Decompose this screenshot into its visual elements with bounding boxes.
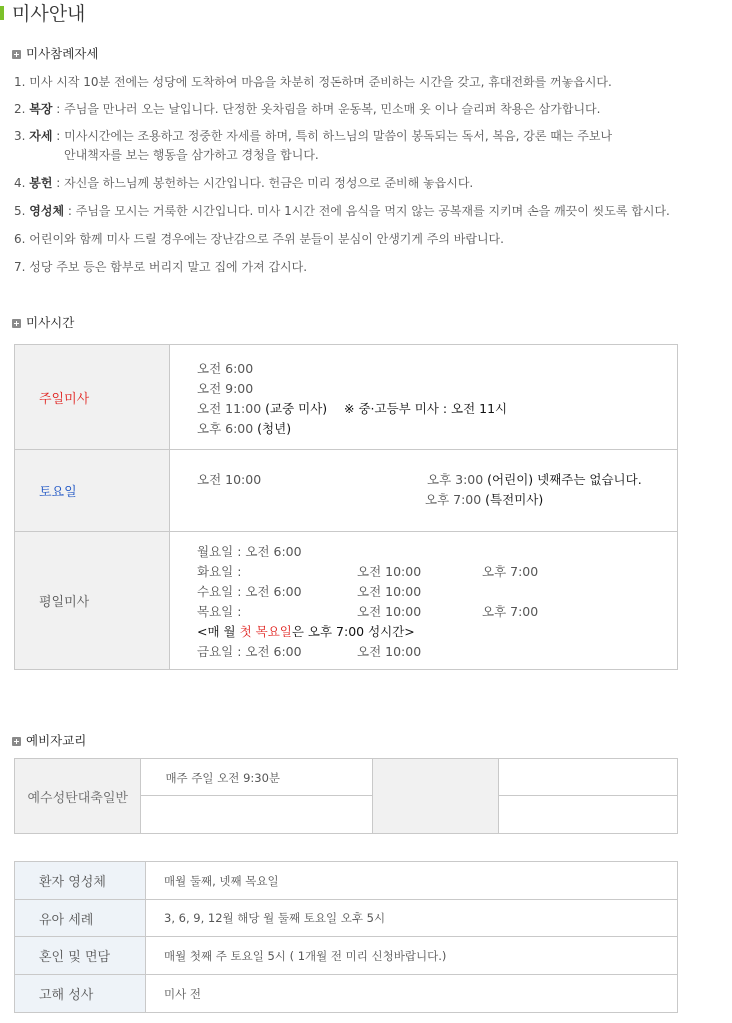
table-row-saturday: [15, 450, 678, 532]
rule-number: 5.: [14, 204, 26, 218]
time-line: [197, 419, 291, 439]
time-line: [425, 490, 543, 510]
weekday-label: 평일미사: [15, 532, 170, 670]
time-line: 오전 10:00: [357, 564, 422, 579]
rule-separator: :: [52, 102, 65, 116]
page-title: 미사안내: [12, 3, 86, 25]
time-note: (특전미사): [485, 492, 544, 507]
rule-separator: :: [52, 176, 65, 190]
time-line: [344, 399, 507, 419]
rule-item-1: [14, 72, 612, 92]
rule-keyword: 자세: [29, 129, 53, 143]
time-text: 오전 11:00: [197, 401, 266, 416]
time-line: [427, 470, 642, 490]
section-title: 미사참례자세: [26, 46, 99, 61]
time-line: 오후 7:00: [482, 564, 539, 579]
rule-keyword: 복장: [29, 102, 53, 116]
time-text: 오후 7:00: [425, 492, 486, 507]
rule-separator: :: [64, 204, 76, 218]
rule-text: 주님을 모시는 거룩한 시간입니다. 미사 1시간 전에 음식을 먹지 않는 공복재를 지키며 손을 깨끗이 씻도록 합시다.: [75, 204, 670, 218]
empty-cell: [499, 759, 678, 796]
info-label: 환자 영성체: [15, 862, 146, 900]
rule-text: 어린이와 함께 미사 드릴 경우에는 장난감으로 주위 분들이 분심이 안생기게 주의 바랍니다.: [29, 232, 504, 246]
time-line: 오후 7:00: [482, 604, 539, 619]
youth-mass-note: ※ 중·고등부 미사 : 오전 11시: [344, 401, 508, 416]
info-label: 고해 성사: [15, 975, 146, 1013]
table-row-sunday: [15, 345, 678, 450]
plus-box-icon: [12, 50, 21, 59]
rule-text: 미사 시작 10분 전에는 성당에 도착하여 마음을 차분히 정돈하며 준비하는 시간을 갖고, 휴대전화를 꺼놓읍시다.: [29, 75, 612, 89]
info-label: 유아 세례: [15, 900, 146, 937]
table-row: [15, 975, 678, 1013]
mass-times-table: [14, 344, 678, 670]
rule-number: 7.: [14, 260, 26, 274]
time-note: (청년): [257, 421, 292, 436]
note-highlight: 첫 목요일: [239, 624, 292, 639]
rule-item-6: [14, 229, 504, 249]
info-label: 혼인 및 면담: [15, 937, 146, 975]
section-header-catechumen: [12, 733, 86, 749]
plus-box-icon: [12, 737, 21, 746]
note-text: 은 오후 7:00 성시간>: [291, 624, 415, 639]
rule-number: 1.: [14, 75, 26, 89]
time-line: 수요일 : 오전 6:00: [197, 584, 302, 599]
time-note: (어린이) 넷째주는 없습니다.: [487, 472, 642, 487]
rule-item-3-cont: [64, 145, 319, 165]
rule-keyword: 봉헌: [29, 176, 53, 190]
rule-item-2: [14, 99, 600, 119]
saturday-label: 토요일: [15, 450, 170, 532]
rule-item-5: [14, 201, 670, 221]
time-line: 오전 6:00: [197, 361, 254, 376]
time-text: 오후 6:00: [197, 421, 258, 436]
catechumen-class-label: 예수성탄대축일반: [15, 759, 141, 834]
rule-item-3: [14, 126, 612, 146]
time-line: 오전 9:00: [197, 381, 254, 396]
time-line: [197, 399, 327, 419]
time-line: 목요일 :: [197, 604, 242, 619]
rule-number: 2.: [14, 102, 26, 116]
rule-text: 주님을 만나러 오는 날입니다. 단정한 옷차림을 하며 운동복, 민소매 옷 이나 슬리퍼 착용은 삼가합니다.: [64, 102, 601, 116]
rule-text: 미사시간에는 조용하고 정중한 자세를 하며, 특히 하느님의 말씀이 봉독되는 독서, 복음, 강론 때는 주보나: [64, 129, 613, 143]
rule-text: 안내책자를 보는 행동을 삼가하고 경청을 합니다.: [64, 148, 319, 162]
time-line: 오전 10:00: [357, 604, 422, 619]
rule-separator: :: [52, 129, 65, 143]
section-header-attitude: [12, 46, 98, 62]
rule-text: 자신을 하느님께 봉헌하는 시간입니다. 헌금은 미리 정성으로 준비해 놓읍시다.: [64, 176, 474, 190]
time-line: 오전 10:00: [357, 584, 422, 599]
rule-number: 4.: [14, 176, 26, 190]
rule-number: 3.: [14, 129, 26, 143]
table-row: [15, 900, 678, 937]
time-line: 월요일 : 오전 6:00: [197, 544, 302, 559]
catechumen-table: [14, 758, 678, 834]
holy-hour-note: [197, 622, 415, 642]
time-line: 금요일 : 오전 6:00: [197, 644, 302, 659]
plus-box-icon: [12, 319, 21, 328]
empty-cell: [499, 796, 678, 834]
weekday-times: [170, 532, 678, 670]
time-note: (교중 미사): [265, 401, 328, 416]
time-text: 오후 3:00: [427, 472, 488, 487]
table-row: [15, 862, 678, 900]
rule-keyword: 영성체: [29, 204, 65, 218]
saturday-times: [170, 450, 678, 532]
info-value: 매월 둘째, 넷째 목요일: [146, 862, 678, 900]
rule-item-4: [14, 173, 473, 193]
info-value: 미사 전: [146, 975, 678, 1013]
section-title: 예비자교리: [26, 733, 87, 748]
info-value: 매월 첫째 주 토요일 5시 ( 1개월 전 미리 신청바랍니다.): [146, 937, 678, 975]
section-title: 미사시간: [26, 315, 75, 330]
table-row: [15, 759, 678, 796]
rule-number: 6.: [14, 232, 26, 246]
catechumen-schedule: 매주 주일 오전 9:30분: [141, 759, 373, 796]
note-text: <매 월: [197, 624, 240, 639]
sunday-label: 주일미사: [15, 345, 170, 450]
table-row-weekday: [15, 532, 678, 670]
rule-item-7: [14, 257, 307, 277]
time-line: 오전 10:00: [197, 472, 262, 487]
table-row: [15, 937, 678, 975]
time-line: 오전 10:00: [357, 644, 422, 659]
rule-text: 성당 주보 등은 함부로 버리지 말고 집에 가져 갑시다.: [29, 260, 308, 274]
sunday-times: [170, 345, 678, 450]
section-header-mass-times: [12, 315, 74, 331]
title-accent-bar: [0, 6, 4, 20]
sacrament-info-table: [14, 861, 678, 1013]
empty-label-cell: [373, 759, 499, 834]
info-value: 3, 6, 9, 12월 해당 월 둘째 토요일 오후 5시: [146, 900, 678, 937]
empty-cell: [141, 796, 373, 834]
time-line: 화요일 :: [197, 564, 242, 579]
